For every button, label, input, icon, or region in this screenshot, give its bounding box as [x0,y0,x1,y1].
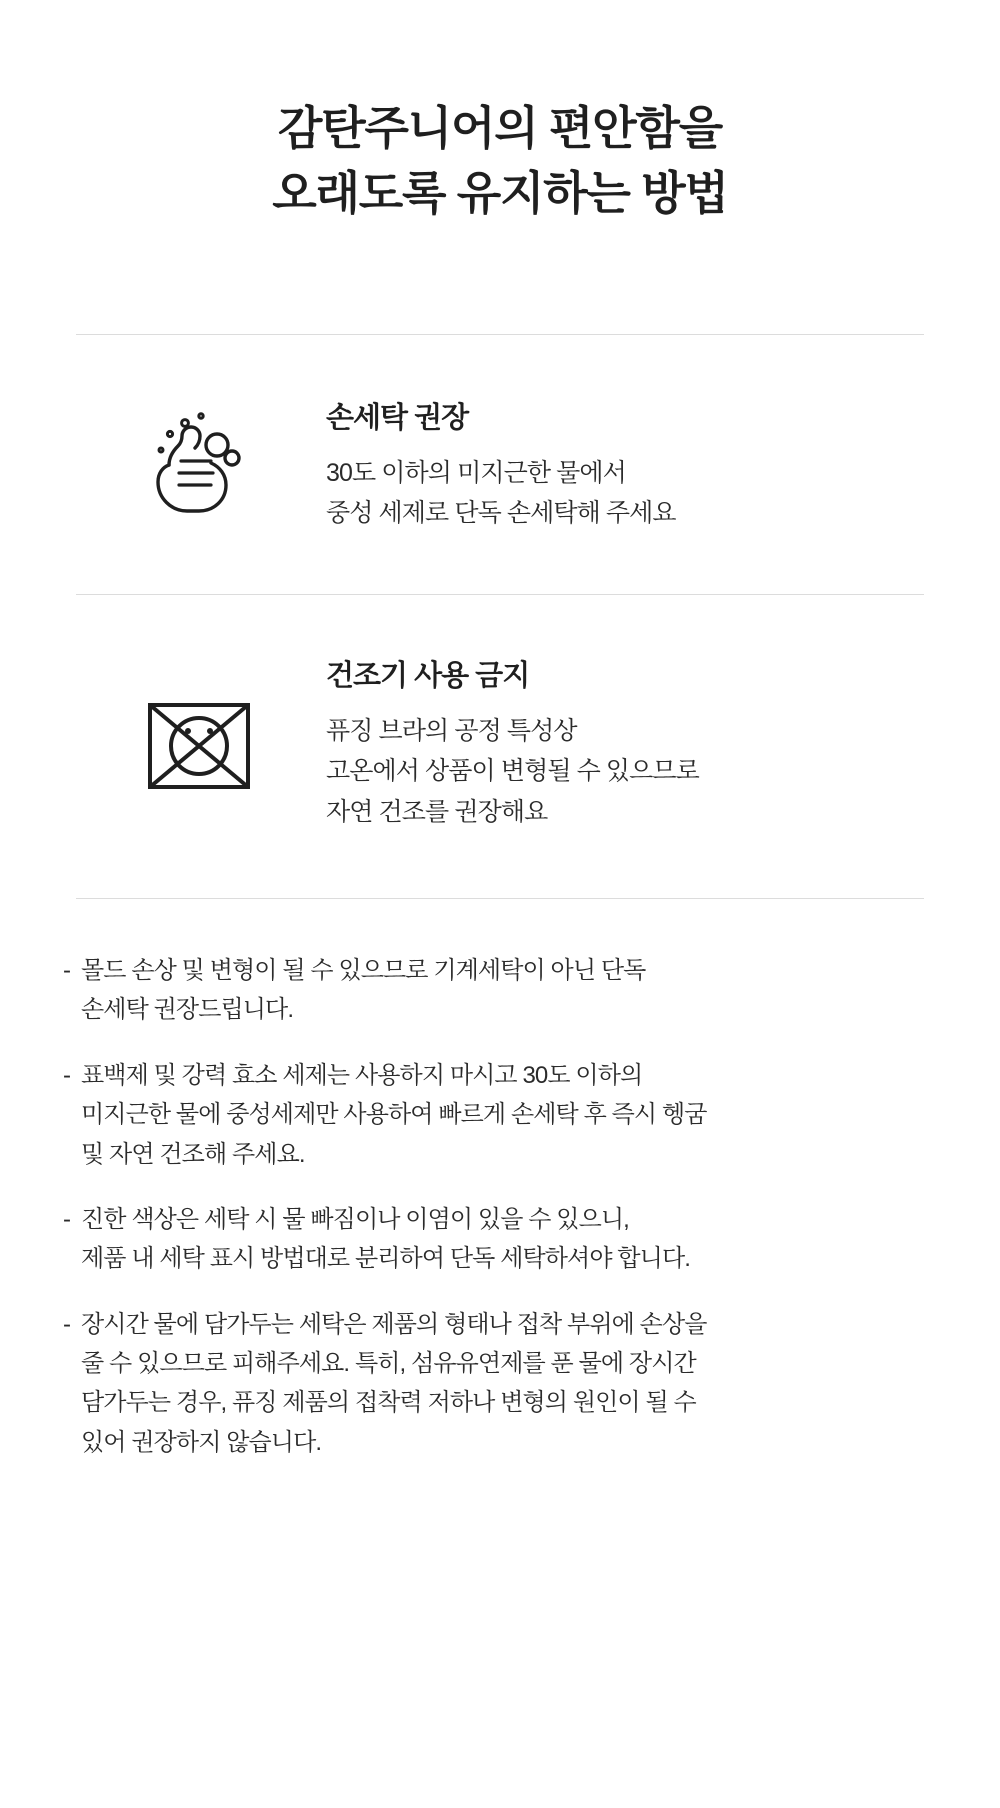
no-tumble-dry-icon [76,653,322,801]
care-title-no-tumble-dry: 건조기 사용 금지 [326,659,530,692]
note-body [81,1056,945,1174]
care-desc-hand-wash [326,453,924,534]
note-body [81,951,945,1030]
care-desc-line: 고온에서 상품이 변형될 수 있으므로 [326,757,699,786]
hand-wash-icon [76,395,322,529]
page-title-line-1: 감탄주니어의 편안함을 [278,102,722,154]
list-item [63,1056,945,1174]
note-line: 미지근한 물에 중성세제만 사용하여 빠르게 손세탁 후 즉시 헹굼 [81,1101,707,1129]
care-text-hand-wash [322,395,924,534]
care-desc-line: 자연 건조를 권장해요 [326,797,548,826]
note-dash: - [63,1205,71,1233]
note-line: 진한 색상은 세탁 시 물 빠짐이나 이염이 있을 수 있으니, [81,1205,629,1233]
note-line: 및 자연 건조해 주세요. [81,1140,305,1168]
care-desc-line: 30도 이하의 미지근한 물에서 [326,458,626,487]
note-line: 제품 내 세탁 표시 방법대로 분리하여 단독 세탁하셔야 합니다. [81,1245,691,1273]
care-item-no-tumble-dry [76,595,924,833]
care-title-hand-wash: 손세탁 권장 [326,401,469,434]
note-dash: - [63,957,71,985]
care-item-hand-wash [76,335,924,534]
list-item [63,951,945,1030]
care-desc-line: 퓨징 브라의 공정 특성상 [326,716,577,745]
note-line: 손세탁 권장드립니다. [81,996,294,1024]
list-item [63,1200,945,1279]
note-body [81,1200,945,1279]
note-line: 몰드 손상 및 변형이 될 수 있으므로 기계세탁이 아닌 단독 [81,957,646,985]
page-title [0,0,1000,227]
note-dash: - [63,1061,71,1089]
note-line: 담가두는 경우, 퓨징 제품의 접착력 저하나 변형의 원인이 될 수 [81,1389,696,1417]
note-line: 줄 수 있으므로 피해주세요. 특히, 섬유유연제를 푼 물에 장시간 [81,1350,696,1377]
page-title-line-2: 오래도록 유지하는 방법 [272,167,728,220]
list-item [63,1305,945,1462]
note-dash: - [63,1310,71,1338]
care-notes-list [55,899,945,1462]
note-body [81,1305,945,1462]
note-line: 장시간 물에 담가두는 세탁은 제품의 형태나 접착 부위에 손상을 [81,1310,707,1338]
note-line: 표백제 및 강력 효소 세제는 사용하지 마시고 30도 이하의 [81,1061,643,1089]
note-line: 있어 권장하지 않습니다. [81,1428,322,1456]
care-desc-no-tumble-dry [326,711,924,833]
care-text-no-tumble-dry [322,653,924,833]
care-desc-line: 중성 세제로 단독 손세탁해 주세요 [326,499,676,528]
